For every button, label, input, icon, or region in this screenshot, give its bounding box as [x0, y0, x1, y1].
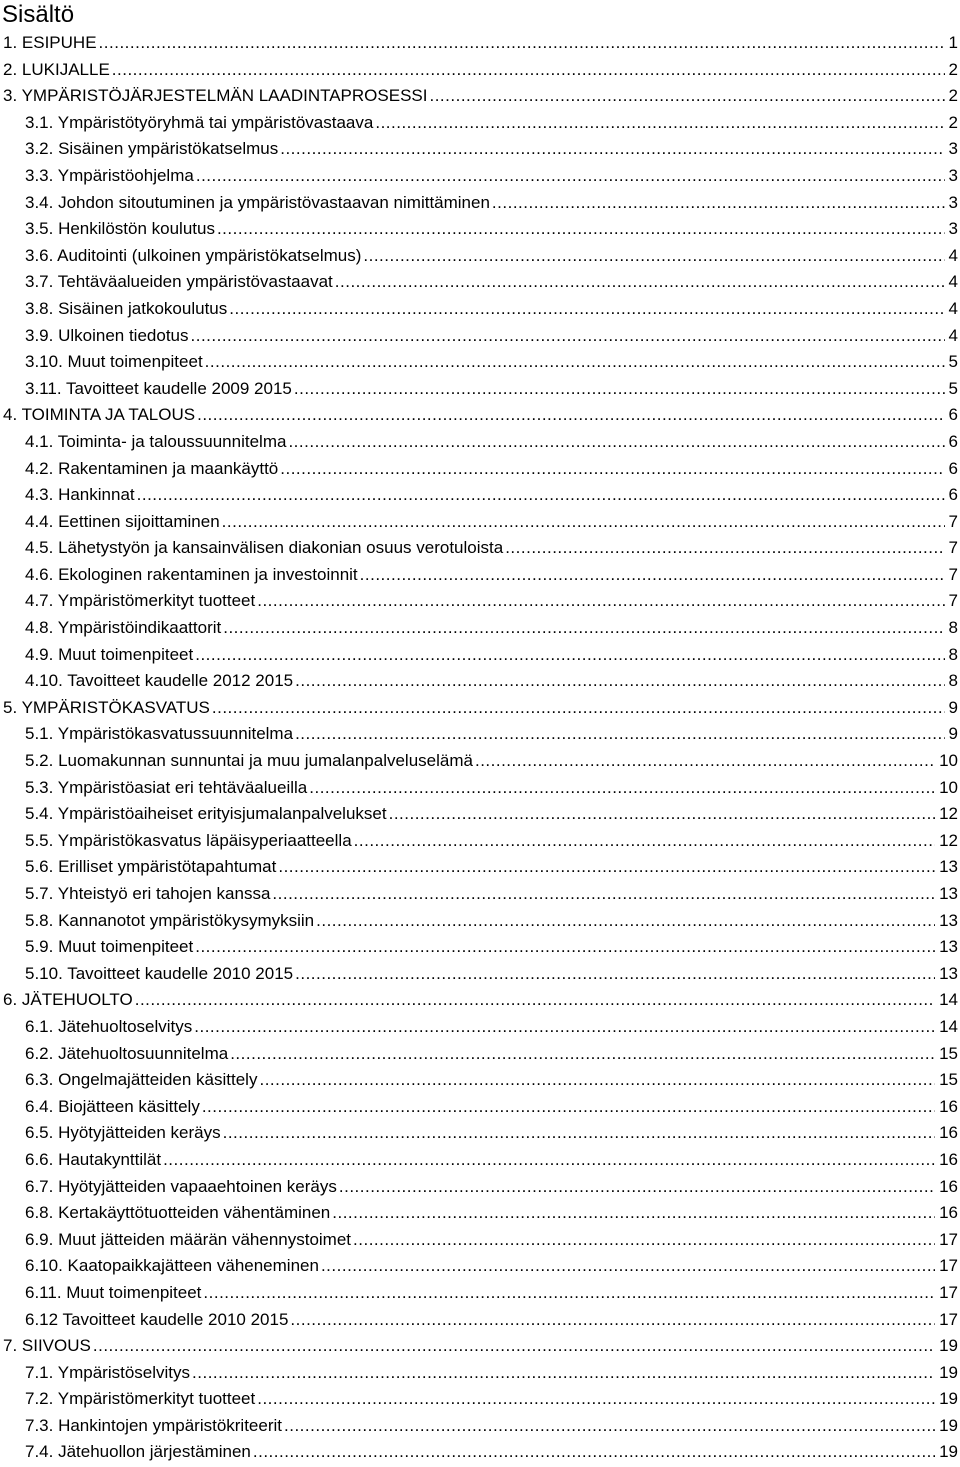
- toc-entry-page-number: 16: [939, 1203, 958, 1223]
- toc-entry-label: 6. JÄTEHUOLTO: [3, 987, 135, 1014]
- toc-entry-page-number: 8: [948, 644, 958, 664]
- toc-entry[interactable]: [0, 1307, 958, 1334]
- toc-entry-page-number: 2: [948, 112, 958, 132]
- toc-entry-label: 5.1. Ympäristökasvatussuunnitelma: [25, 721, 295, 748]
- toc-entry[interactable]: [0, 1174, 958, 1201]
- toc-entry-page-number: 4: [948, 245, 958, 265]
- toc-entry[interactable]: [0, 1253, 958, 1280]
- toc-entry-page-number: 14: [939, 990, 958, 1010]
- toc-entry[interactable]: [0, 881, 958, 908]
- toc-entry[interactable]: [0, 775, 958, 802]
- toc-entry-page-number: 15: [939, 1043, 958, 1063]
- toc-dot-leader: [212, 695, 945, 722]
- toc-entry-page-number: 16: [939, 1123, 958, 1143]
- toc-entry[interactable]: [0, 376, 958, 403]
- toc-entry-page-number: 13: [939, 937, 958, 957]
- toc-entry-label: 3.7. Tehtäväalueiden ympäristövastaavat: [25, 269, 335, 296]
- toc-entry-page-number: 17: [939, 1282, 958, 1302]
- toc-dot-leader: [196, 163, 945, 190]
- toc-dot-leader: [253, 1439, 935, 1466]
- toc-dot-leader: [295, 961, 935, 988]
- toc-entry[interactable]: [0, 1386, 958, 1413]
- toc-entry-label: 4. TOIMINTA JA TALOUS: [3, 402, 197, 429]
- toc-entry-label: 6.2. Jätehuoltosuunnitelma: [25, 1041, 230, 1068]
- toc-entry-page-number: 2: [948, 59, 958, 79]
- toc-entry-label: 5.5. Ympäristökasvatus läpäisyperiaatteella: [25, 828, 354, 855]
- toc-entry-label: 6.6. Hautakynttilät: [25, 1147, 163, 1174]
- toc-entry[interactable]: [0, 136, 958, 163]
- toc-entry-page-number: 3: [948, 139, 958, 159]
- toc-entry-page-number: 8: [948, 618, 958, 638]
- toc-entry-label: 3.4. Johdon sitoutuminen ja ympäristövastaavan nimittäminen: [25, 190, 492, 217]
- toc-entry-label: 3.11. Tavoitteet kaudelle 2009 2015: [25, 376, 294, 403]
- toc-entry[interactable]: [0, 828, 958, 855]
- toc-entry[interactable]: [0, 323, 958, 350]
- toc-entry-page-number: 19: [939, 1415, 958, 1435]
- toc-entry[interactable]: [0, 961, 958, 988]
- toc-entry-label: 3.1. Ympäristötyöryhmä tai ympäristövastaava: [25, 110, 375, 137]
- toc-entry-page-number: 3: [948, 219, 958, 239]
- toc-entry-page-number: 16: [939, 1176, 958, 1196]
- toc-entry-page-number: 6: [948, 485, 958, 505]
- toc-dot-leader: [112, 57, 945, 84]
- toc-entry-page-number: 16: [939, 1096, 958, 1116]
- toc-entry[interactable]: [0, 748, 958, 775]
- toc-entry-page-number: 19: [939, 1442, 958, 1462]
- toc-entry[interactable]: [0, 854, 958, 881]
- toc-dot-leader: [280, 456, 944, 483]
- toc-entry[interactable]: [0, 987, 958, 1014]
- toc-entry-label: 3.2. Sisäinen ympäristökatselmus: [25, 136, 280, 163]
- toc-dot-leader: [222, 509, 945, 536]
- toc-entry[interactable]: [0, 908, 958, 935]
- toc-dot-leader: [295, 721, 944, 748]
- toc-entry[interactable]: [0, 1014, 958, 1041]
- toc-dot-leader: [99, 30, 945, 57]
- toc-dot-leader: [321, 1253, 935, 1280]
- toc-dot-leader: [257, 1386, 935, 1413]
- toc-entry[interactable]: [0, 1280, 958, 1307]
- toc-entry-page-number: 12: [939, 830, 958, 850]
- toc-entry[interactable]: [0, 1041, 958, 1068]
- toc-dot-leader: [339, 1174, 935, 1201]
- toc-entry[interactable]: [0, 588, 958, 615]
- toc-entry-label: 4.7. Ympäristömerkityt tuotteet: [25, 588, 257, 615]
- toc-entry[interactable]: [0, 615, 958, 642]
- toc-entry-label: 4.1. Toiminta- ja taloussuunnitelma: [25, 429, 288, 456]
- toc-entry-label: 5.4. Ympäristöaiheiset erityisjumalanpalvelukset: [25, 801, 389, 828]
- toc-entry[interactable]: [0, 721, 958, 748]
- toc-entry[interactable]: [0, 1333, 958, 1360]
- toc-entry-page-number: 9: [948, 724, 958, 744]
- toc-entry[interactable]: [0, 163, 958, 190]
- toc-entry-label: 3.10. Muut toimenpiteet: [25, 349, 205, 376]
- toc-entry[interactable]: [0, 190, 958, 217]
- toc-dot-leader: [137, 482, 945, 509]
- toc-entry-label: 3. YMPÄRISTÖJÄRJESTELMÄN LAADINTAPROSESSI: [3, 83, 429, 110]
- toc-entry[interactable]: [0, 216, 958, 243]
- toc-entry[interactable]: [0, 1067, 958, 1094]
- toc-entry-label: 1. ESIPUHE: [3, 30, 99, 57]
- toc-dot-leader: [335, 269, 945, 296]
- toc-dot-leader: [389, 801, 935, 828]
- toc-dot-leader: [280, 136, 944, 163]
- toc-entry[interactable]: [0, 269, 958, 296]
- toc-entry-label: 7.2. Ympäristömerkityt tuotteet: [25, 1386, 257, 1413]
- toc-entry-label: 6.8. Kertakäyttötuotteiden vähentäminen: [25, 1200, 332, 1227]
- toc-entry-label: 3.8. Sisäinen jatkokoulutus: [25, 296, 229, 323]
- toc-dot-leader: [290, 1307, 935, 1334]
- toc-entry-label: 4.3. Hankinnat: [25, 482, 137, 509]
- toc-entry[interactable]: [0, 642, 958, 669]
- toc-entry[interactable]: [0, 1094, 958, 1121]
- toc-entry[interactable]: [0, 934, 958, 961]
- toc-entry-label: 5.7. Yhteistyö eri tahojen kanssa: [25, 881, 272, 908]
- toc-entry-page-number: 17: [939, 1309, 958, 1329]
- toc-entry-label: 5.9. Muut toimenpiteet: [25, 934, 195, 961]
- toc-dot-leader: [375, 110, 944, 137]
- toc-dot-leader: [429, 83, 944, 110]
- toc-dot-leader: [191, 323, 945, 350]
- toc-entry[interactable]: [0, 429, 958, 456]
- toc-entry-page-number: 3: [948, 165, 958, 185]
- toc-entry-page-number: 4: [948, 325, 958, 345]
- toc-entry-label: 5.6. Erilliset ympäristötapahtumat: [25, 854, 278, 881]
- toc-entry-page-number: 10: [939, 751, 958, 771]
- toc-entry[interactable]: [0, 296, 958, 323]
- toc-entry-page-number: 15: [939, 1070, 958, 1090]
- toc-entry-page-number: 16: [939, 1149, 958, 1169]
- toc-dot-leader: [309, 775, 935, 802]
- toc-entry-page-number: 5: [948, 378, 958, 398]
- toc-dot-leader: [217, 216, 945, 243]
- toc-entry-page-number: 19: [939, 1362, 958, 1382]
- toc-entry-page-number: 17: [939, 1229, 958, 1249]
- toc-dot-leader: [259, 1067, 935, 1094]
- toc-entry-label: 6.10. Kaatopaikkajätteen väheneminen: [25, 1253, 321, 1280]
- toc-entry-page-number: 2: [948, 86, 958, 106]
- toc-entry-page-number: 9: [948, 697, 958, 717]
- toc-entry-label: 6.1. Jätehuoltoselvitys: [25, 1014, 194, 1041]
- toc-entry-page-number: 17: [939, 1256, 958, 1276]
- toc-entry-page-number: 7: [948, 511, 958, 531]
- toc-dot-leader: [257, 588, 944, 615]
- toc-entry[interactable]: [0, 30, 958, 57]
- toc-entry[interactable]: [0, 1200, 958, 1227]
- toc-entry-page-number: 1: [948, 33, 958, 52]
- toc-entry-page-number: 13: [939, 963, 958, 983]
- toc-entry[interactable]: [0, 349, 958, 376]
- toc-entry-label: 3.3. Ympäristöohjelma: [25, 163, 196, 190]
- toc-entry[interactable]: [0, 1227, 958, 1254]
- toc-entry-label: 5.10. Tavoitteet kaudelle 2010 2015: [25, 961, 295, 988]
- toc-entry-page-number: 5: [948, 352, 958, 372]
- toc-entry[interactable]: [0, 456, 958, 483]
- toc-entry-label: 3.5. Henkilöstön koulutus: [25, 216, 217, 243]
- toc-dot-leader: [197, 402, 944, 429]
- toc-entry-label: 3.6. Auditointi (ulkoinen ympäristökatselmus): [25, 243, 363, 270]
- toc-dot-leader: [294, 376, 945, 403]
- toc-entry-page-number: 7: [948, 538, 958, 558]
- toc-entry[interactable]: [0, 668, 958, 695]
- toc-entry[interactable]: [0, 83, 958, 110]
- toc-entry-label: 3.9. Ulkoinen tiedotus: [25, 323, 191, 350]
- toc-dot-leader: [195, 642, 944, 669]
- toc-entry-label: 6.9. Muut jätteiden määrän vähennystoimet: [25, 1227, 353, 1254]
- toc-entry-label: 4.4. Eettinen sijoittaminen: [25, 509, 222, 536]
- toc-entry-label: 7.3. Hankintojen ympäristökriteerit: [25, 1413, 284, 1440]
- toc-entry-page-number: 3: [948, 192, 958, 212]
- toc-dot-leader: [316, 908, 935, 935]
- toc-entry-page-number: 13: [939, 910, 958, 930]
- toc-entry[interactable]: [0, 1120, 958, 1147]
- toc-entry-label: 6.4. Biojätteen käsittely: [25, 1094, 202, 1121]
- toc-dot-leader: [192, 1360, 935, 1387]
- toc-dot-leader: [505, 535, 944, 562]
- toc-dot-leader: [354, 828, 935, 855]
- toc-entry-page-number: 19: [939, 1389, 958, 1409]
- toc-entry-page-number: 6: [948, 458, 958, 478]
- toc-entry-label: 2. LUKIJALLE: [3, 57, 112, 84]
- toc-entry-page-number: 7: [948, 564, 958, 584]
- toc-dot-leader: [203, 1280, 935, 1307]
- toc-dot-leader: [363, 243, 944, 270]
- toc-entry-label: 7.1. Ympäristöselvitys: [25, 1360, 192, 1387]
- toc-entry-page-number: 10: [939, 777, 958, 797]
- toc-dot-leader: [353, 1227, 935, 1254]
- toc-entry-label: 5. YMPÄRISTÖKASVATUS: [3, 695, 212, 722]
- toc-entry-page-number: 4: [948, 298, 958, 318]
- toc-dot-leader: [93, 1333, 935, 1360]
- toc-dot-leader: [223, 1120, 935, 1147]
- toc-dot-leader: [195, 934, 935, 961]
- toc-entry[interactable]: [0, 562, 958, 589]
- toc-entry[interactable]: [0, 801, 958, 828]
- toc-entry[interactable]: [0, 402, 958, 429]
- toc-entry-page-number: 8: [948, 671, 958, 691]
- toc-entry-page-number: 13: [939, 857, 958, 877]
- toc-entry-label: 4.5. Lähetystyön ja kansainvälisen diakonian osuus verotuloista: [25, 535, 505, 562]
- toc-entry-page-number: 6: [948, 405, 958, 425]
- toc-dot-leader: [194, 1014, 935, 1041]
- toc-entry-label: 7. SIIVOUS: [3, 1333, 93, 1360]
- toc-entry-label: 6.12 Tavoitteet kaudelle 2010 2015: [25, 1307, 290, 1334]
- toc-entry-label: 5.8. Kannanotot ympäristökysymyksiin: [25, 908, 316, 935]
- toc-dot-leader: [492, 190, 945, 217]
- page-title: Sisältö: [2, 1, 75, 28]
- toc-dot-leader: [229, 296, 944, 323]
- toc-entry[interactable]: [0, 243, 958, 270]
- toc-dot-leader: [163, 1147, 935, 1174]
- toc-entry-label: 5.2. Luomakunnan sunnuntai ja muu jumalanpalveluselämä: [25, 748, 475, 775]
- toc-entry[interactable]: [0, 110, 958, 137]
- toc-entry-label: 4.10. Tavoitteet kaudelle 2012 2015: [25, 668, 295, 695]
- toc-entry-page-number: 6: [948, 431, 958, 451]
- toc-entry-label: 6.11. Muut toimenpiteet: [25, 1280, 203, 1307]
- toc-entry[interactable]: [0, 57, 958, 84]
- toc-entry-page-number: 19: [939, 1336, 958, 1356]
- toc-entry[interactable]: [0, 695, 958, 722]
- toc-entry-label: 6.5. Hyötyjätteiden keräys: [25, 1120, 223, 1147]
- toc-entry-page-number: 13: [939, 884, 958, 903]
- table-of-contents: [0, 30, 958, 1466]
- toc-dot-leader: [272, 881, 935, 908]
- toc-entry-label: 4.6. Ekologinen rakentaminen ja investoinnit: [25, 562, 360, 589]
- toc-entry[interactable]: [0, 535, 958, 562]
- toc-dot-leader: [202, 1094, 935, 1121]
- toc-entry-page-number: 12: [939, 804, 958, 824]
- toc-entry[interactable]: [0, 509, 958, 536]
- toc-entry-label: 4.9. Muut toimenpiteet: [25, 642, 195, 669]
- toc-entry-label: 6.7. Hyötyjätteiden vapaaehtoinen keräys: [25, 1174, 339, 1201]
- toc-entry-label: 4.2. Rakentaminen ja maankäyttö: [25, 456, 280, 483]
- toc-entry-label: 5.3. Ympäristöasiat eri tehtäväalueilla: [25, 775, 309, 802]
- toc-entry[interactable]: [0, 1147, 958, 1174]
- toc-entry[interactable]: [0, 1360, 958, 1387]
- toc-entry[interactable]: [0, 482, 958, 509]
- toc-dot-leader: [332, 1200, 935, 1227]
- toc-dot-leader: [288, 429, 944, 456]
- toc-dot-leader: [284, 1413, 935, 1440]
- toc-entry[interactable]: [0, 1413, 958, 1440]
- toc-entry-page-number: 4: [948, 272, 958, 292]
- toc-dot-leader: [205, 349, 945, 376]
- toc-dot-leader: [135, 987, 935, 1014]
- toc-entry-label: 6.3. Ongelmajätteiden käsittely: [25, 1067, 259, 1094]
- toc-entry-label: 7.4. Jätehuollon järjestäminen: [25, 1439, 253, 1466]
- toc-entry-label: 4.8. Ympäristöindikaattorit: [25, 615, 223, 642]
- toc-dot-leader: [223, 615, 944, 642]
- toc-entry[interactable]: [0, 1439, 958, 1466]
- toc-dot-leader: [295, 668, 944, 695]
- toc-entry-page-number: 14: [939, 1016, 958, 1036]
- toc-dot-leader: [360, 562, 945, 589]
- toc-entry-page-number: 7: [948, 591, 958, 611]
- toc-dot-leader: [230, 1041, 935, 1068]
- toc-dot-leader: [278, 854, 935, 881]
- toc-dot-leader: [475, 748, 935, 775]
